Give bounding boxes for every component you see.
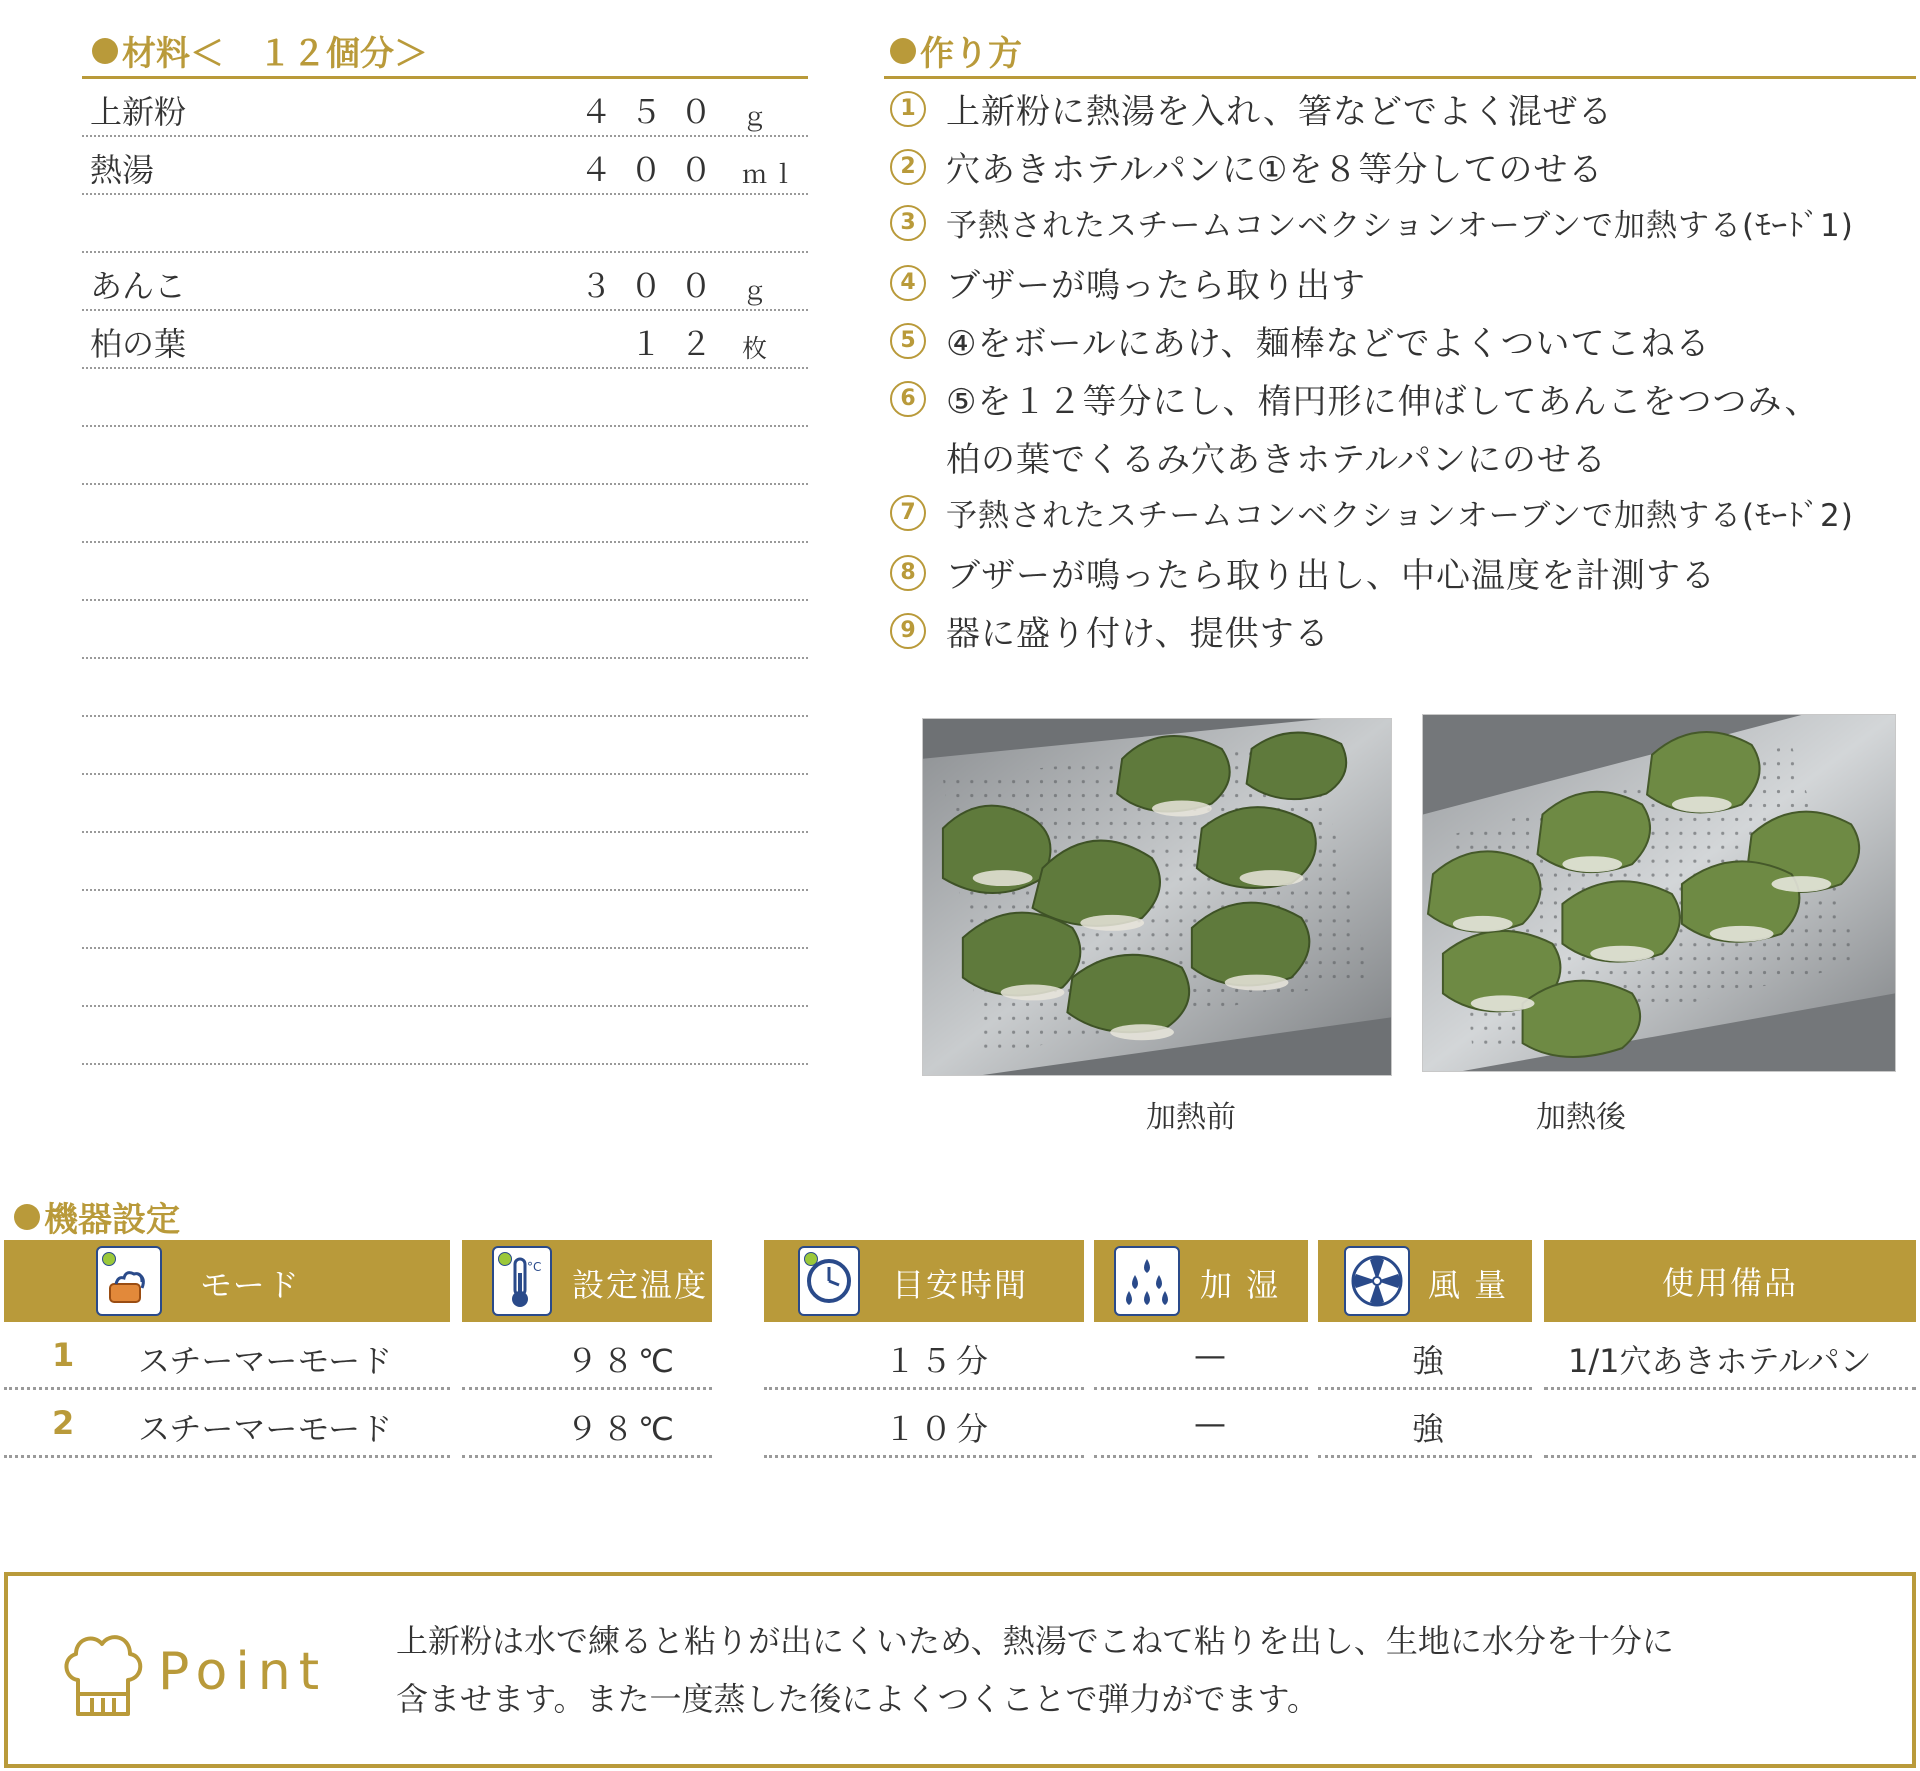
row1-temp-cell: [462, 1322, 712, 1390]
row-humidity: —: [1194, 1404, 1226, 1442]
ingredients-title-text: 材料＜ １２個分＞: [122, 34, 428, 74]
ingredient-unit: 枚: [742, 334, 772, 363]
step-number: 1: [890, 91, 926, 127]
svg-text:°C: °C: [527, 1260, 542, 1274]
method-rule: [884, 76, 1916, 79]
header-humidity-label: 加 湿: [1200, 1266, 1281, 1304]
bullet-dot: [890, 38, 916, 64]
method-step: [890, 548, 1716, 597]
indicator-dot: [498, 1252, 512, 1266]
ingredient-unit: ｇ: [742, 102, 772, 131]
thermometer-icon: [492, 1246, 552, 1316]
method-step: [890, 200, 1854, 245]
row1-items-cell: [1544, 1322, 1916, 1390]
row-mode: スチーマーモード: [138, 1342, 393, 1380]
ingredient-unit: ｍｌ: [742, 160, 801, 189]
steam-mode-icon: [96, 1246, 162, 1316]
header-temp: [462, 1240, 712, 1322]
ingredient-qty: ４５０: [579, 93, 730, 131]
ingredient-row: [82, 79, 808, 137]
method-step: [890, 490, 1854, 535]
ingredient-row-empty: [82, 949, 808, 1007]
header-mode-label: モード: [200, 1266, 301, 1304]
ingredient-row-empty: [82, 775, 808, 833]
row1-time-cell: [764, 1322, 1084, 1390]
step-text: ④をボールにあけ、麺棒などでよくついてこねる: [946, 324, 1711, 364]
step-text: 上新粉に熱湯を入れ、箸などでよく混ぜる: [946, 92, 1614, 132]
row1-fan-cell: [1318, 1322, 1532, 1390]
step-number: 4: [890, 265, 926, 301]
header-time: [764, 1240, 1084, 1322]
ingredient-row-empty: [82, 717, 808, 775]
ingredients-title: [92, 26, 428, 75]
header-time-label: 目安時間: [892, 1266, 1029, 1304]
header-mode: [4, 1240, 450, 1322]
ingredient-row-empty: [82, 485, 808, 543]
ingredient-row-empty: [82, 543, 808, 601]
row-time: １０分: [884, 1410, 993, 1448]
step-text: 予熱されたスチームコンベクションオーブンで加熱する(ﾓｰﾄﾞ1): [946, 208, 1854, 244]
row2-fan-cell: [1318, 1390, 1532, 1458]
ingredient-name: 上新粉: [90, 93, 187, 131]
step-number: 5: [890, 323, 926, 359]
water-drops-icon: [1114, 1246, 1180, 1316]
ingredient-row: [82, 195, 808, 253]
method-step: [890, 84, 1613, 133]
row2-time-cell: [764, 1390, 1084, 1458]
header-fan-label: 風 量: [1428, 1266, 1509, 1304]
method-step-continuation: [946, 432, 1607, 481]
chef-hat-icon: [60, 1628, 146, 1720]
point-label: Point: [158, 1642, 328, 1702]
equipment-title: [14, 1192, 180, 1241]
ingredient-row-empty: [82, 427, 808, 485]
step-number: 8: [890, 555, 926, 591]
method-step: [890, 374, 1820, 423]
ingredient-row-empty: [82, 659, 808, 717]
header-items: [1544, 1240, 1916, 1322]
bullet-dot: [14, 1204, 40, 1230]
step-number: 2: [890, 149, 926, 185]
row-time: １５分: [884, 1342, 993, 1380]
ingredient-row-empty: [82, 601, 808, 659]
ingredient-qty: １２: [629, 325, 730, 363]
step-text: 予熱されたスチームコンベクションオーブンで加熱する(ﾓｰﾄﾞ2): [946, 498, 1854, 534]
header-items-label: 使用備品: [1661, 1264, 1798, 1302]
ingredient-unit: ｇ: [742, 276, 772, 305]
row2-items-cell: [1544, 1390, 1916, 1458]
ingredient-name: あんこ: [90, 267, 187, 305]
row-fan: 強: [1412, 1342, 1445, 1380]
photo-after-caption: 加熱後: [1536, 1100, 1626, 1135]
row-items: 1/1穴あきホテルパン: [1568, 1342, 1872, 1380]
method-title-text: 作り方: [920, 34, 1022, 74]
point-text-line: 含ませます。また一度蒸した後によくつくことで弾力がでます。: [396, 1680, 1319, 1718]
ingredient-row: [82, 311, 808, 369]
photo-before-caption: 加熱前: [1146, 1100, 1236, 1135]
row-humidity: —: [1194, 1336, 1226, 1374]
step-number: 3: [890, 205, 926, 241]
ingredient-name: 柏の葉: [90, 325, 187, 363]
indicator-dot: [102, 1252, 116, 1266]
header-temp-label: 設定温度: [572, 1266, 709, 1304]
equipment-title-text: 機器設定: [44, 1200, 180, 1240]
point-text: [396, 1612, 1896, 1728]
ingredients-list: [82, 79, 808, 1065]
row-fan: 強: [1412, 1410, 1445, 1448]
row1-mode-cell: [4, 1322, 450, 1390]
row2-humidity-cell: [1094, 1390, 1308, 1458]
header-humidity: [1094, 1240, 1308, 1322]
step-text: ⑤を１２等分にし、楕円形に伸ばしてあんこをつつみ、: [946, 382, 1820, 422]
step-text: ブザーが鳴ったら取り出し、中心温度を計測する: [946, 556, 1716, 596]
ingredient-row-empty: [82, 891, 808, 949]
row2-temp-cell: [462, 1390, 712, 1458]
row-temp: ９８℃: [566, 1342, 678, 1380]
step-text: 柏の葉でくるみ穴あきホテルパンにのせる: [946, 440, 1607, 480]
photo-before-heating: [922, 718, 1392, 1076]
point-box: [4, 1572, 1916, 1768]
step-text: 穴あきホテルパンに①を８等分してのせる: [946, 150, 1604, 190]
method-step: [890, 258, 1366, 307]
row-number: 2: [52, 1404, 75, 1442]
method-title: [890, 26, 1022, 75]
row-number: 1: [52, 1336, 75, 1374]
ingredient-row-empty: [82, 833, 808, 891]
indicator-dot: [804, 1252, 818, 1266]
ingredient-name: 熱湯: [90, 151, 155, 189]
method-step: [890, 316, 1710, 365]
ingredient-row-empty: [82, 369, 808, 427]
row-temp: ９８℃: [566, 1410, 678, 1448]
method-step: [890, 606, 1330, 655]
ingredient-row-empty: [82, 1007, 808, 1065]
point-text-line: 上新粉は水で練ると粘りが出にくいため、熱湯でこねて粘りを出し、生地に水分を十分に: [396, 1622, 1674, 1660]
ingredient-qty: ３００: [579, 267, 730, 305]
ingredient-row: [82, 253, 808, 311]
step-number: 7: [890, 495, 926, 531]
bullet-dot: [92, 38, 118, 64]
header-fan: [1318, 1240, 1532, 1322]
step-text: ブザーが鳴ったら取り出す: [946, 266, 1366, 306]
method-step: [890, 142, 1603, 191]
ingredient-row: [82, 137, 808, 195]
row1-humidity-cell: [1094, 1322, 1308, 1390]
row2-mode-cell: [4, 1390, 450, 1458]
clock-icon: [798, 1246, 860, 1316]
step-number: 6: [890, 381, 926, 417]
step-text: 器に盛り付け、提供する: [946, 614, 1330, 654]
ingredient-qty: ４００: [579, 151, 730, 189]
fan-icon: [1344, 1246, 1410, 1316]
photo-after-heating: [1422, 714, 1896, 1072]
step-number: 9: [890, 613, 926, 649]
row-mode: スチーマーモード: [138, 1410, 393, 1448]
